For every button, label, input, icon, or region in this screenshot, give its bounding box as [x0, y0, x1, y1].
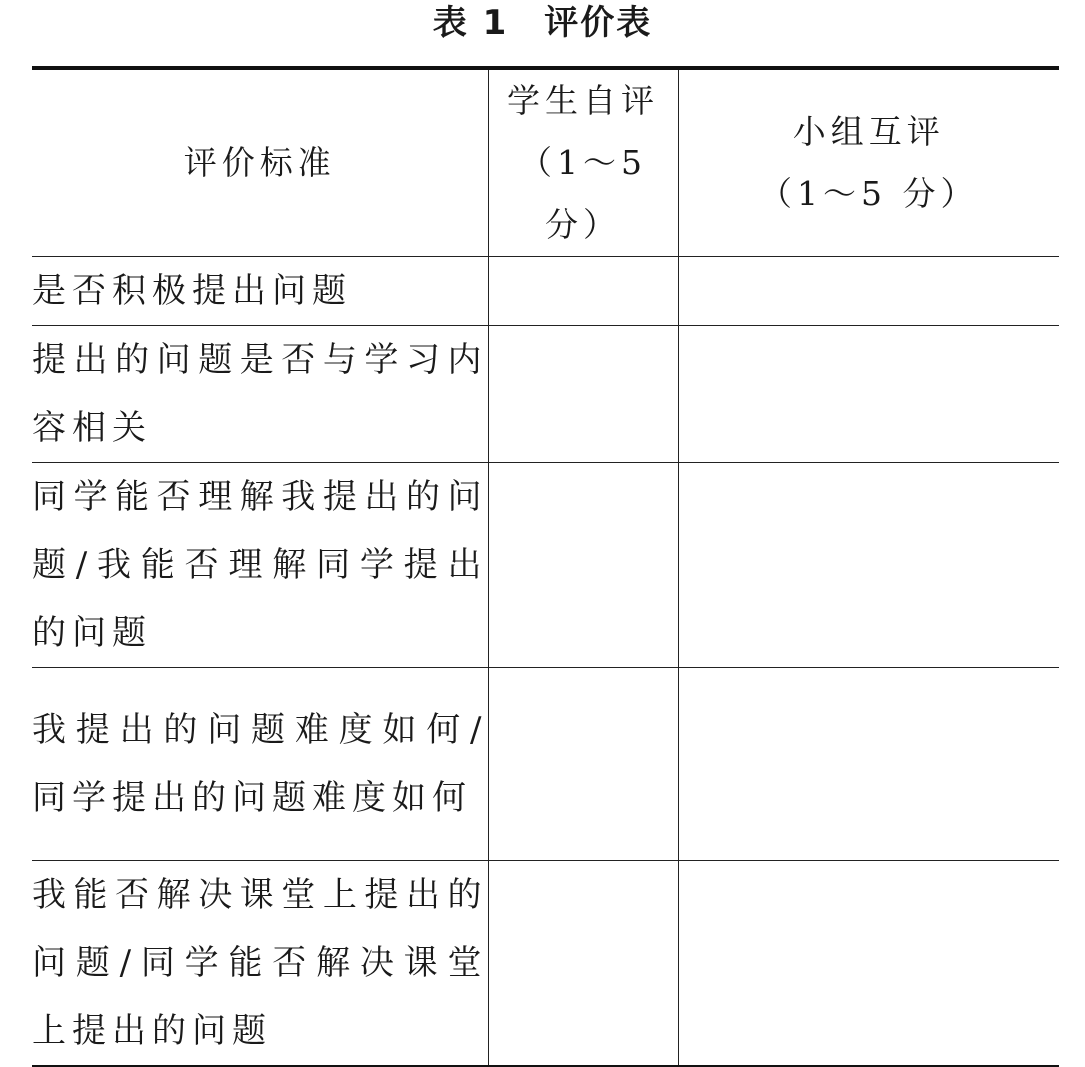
table-row: [32, 861, 1059, 1067]
header-group-range: （1～5 分）: [759, 174, 979, 213]
criteria-cell: 我能否解决课堂上提出的问题/同学能否解决课堂上提出的问题: [32, 861, 488, 1067]
table-row: [32, 257, 1059, 326]
header-self-range: （1～5 分）: [519, 143, 647, 244]
self-score-cell[interactable]: [488, 668, 678, 861]
criteria-cell: 我提出的问题难度如何/同学提出的问题难度如何: [32, 668, 488, 861]
header-criteria: [32, 68, 488, 257]
table-row: [32, 668, 1059, 861]
table-row: [32, 463, 1059, 668]
header-self-assessment: [488, 68, 678, 257]
group-score-cell[interactable]: [678, 861, 1059, 1067]
page-title: 表 1 评价表: [432, 3, 653, 43]
criteria-cell: 是否积极提出问题: [32, 257, 488, 326]
table-row: [32, 326, 1059, 463]
criteria-cell: 同学能否理解我提出的问题/我能否理解同学提出的问题: [32, 463, 488, 668]
header-criteria-label: 评价标准: [183, 143, 336, 182]
header-self-label: 学生自评: [507, 81, 659, 120]
criteria-cell: 提出的问题是否与学习内容相关: [32, 326, 488, 463]
group-score-cell[interactable]: [678, 326, 1059, 463]
evaluation-table: [32, 66, 1059, 1067]
self-score-cell[interactable]: [488, 257, 678, 326]
header-group-assessment: [678, 68, 1059, 257]
header-group-label: 小组互评: [792, 112, 945, 151]
self-score-cell[interactable]: [488, 463, 678, 668]
group-score-cell[interactable]: [678, 668, 1059, 861]
group-score-cell[interactable]: [678, 257, 1059, 326]
table-header-row: [32, 68, 1059, 257]
self-score-cell[interactable]: [488, 326, 678, 463]
group-score-cell[interactable]: [678, 463, 1059, 668]
self-score-cell[interactable]: [488, 861, 678, 1067]
